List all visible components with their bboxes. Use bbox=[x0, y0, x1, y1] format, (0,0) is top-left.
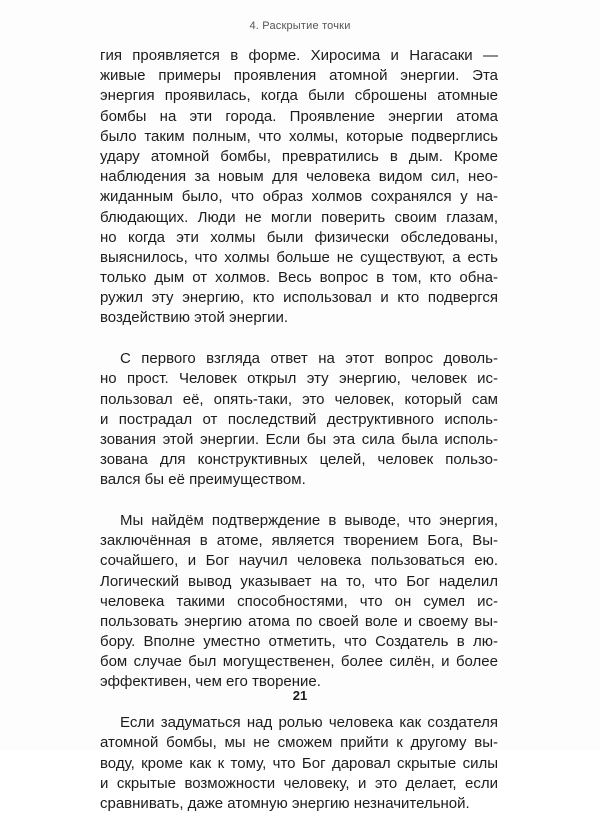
text-line: вался бы её преимуществом. bbox=[100, 471, 306, 489]
text-line: зована для конструктивных целей, человек пользо- bbox=[100, 451, 498, 469]
text-line: атомной бомбы, мы не сможем прийти к другому вы- bbox=[100, 734, 498, 752]
text-line: эффективен, чем его творение. bbox=[100, 673, 321, 691]
text-line: бомбы на эти города. Проявление энергии атома bbox=[100, 107, 498, 125]
text-line: гия проявляется в форме. Хиросима и Нагасаки — bbox=[100, 47, 498, 64]
text-line: сравнивать, даже атомную энергию незначительной. bbox=[100, 794, 470, 812]
text-line: С первого взгляда ответ на этот вопрос доволь- bbox=[120, 350, 498, 368]
text-line: выяснилось, что холмы больше не существуют, а есть bbox=[100, 248, 498, 266]
paragraph-2 bbox=[100, 349, 498, 490]
text-line: удару атомной бомбы, превратились в дым. Кроме bbox=[100, 147, 498, 165]
text-line: заключённая в атоме, является творением Бога, Вы- bbox=[100, 532, 498, 550]
text-line: воду, кроме как к тому, что Бог даровал скрытые силы bbox=[100, 754, 498, 772]
text-line: пользовать энергию атома по своей воле и своему вы- bbox=[100, 612, 498, 630]
paragraph-3 bbox=[100, 511, 498, 693]
text-line: бору. Вполне уместно отметить, что Создатель в лю- bbox=[100, 633, 498, 651]
paragraph-4 bbox=[100, 713, 498, 814]
text-line: но когда эти холмы были физически обследованы, bbox=[100, 228, 498, 246]
text-line: энергия проявилась, когда были сброшены атомные bbox=[100, 87, 498, 105]
text-line: человека такими способностями, что он сумел ис- bbox=[100, 592, 498, 610]
body-text bbox=[100, 46, 498, 835]
text-line: живые примеры проявления атомной энергии. Эта bbox=[100, 67, 498, 85]
text-line: было таким полным, что холмы, которые подверглись bbox=[100, 127, 498, 145]
text-line: сочайшего, и Бог научил человека пользоваться ею. bbox=[100, 552, 498, 570]
running-head: 4. Раскрытие точки bbox=[249, 20, 351, 32]
text-line: только дым от холмов. Весь вопрос в том, кто обна- bbox=[100, 269, 498, 287]
text-line: и скрытые возможности человеку, и это делает, если bbox=[100, 774, 498, 792]
page-number: 21 bbox=[292, 688, 308, 703]
text-line: Мы найдём подтверждение в выводе, что энергия, bbox=[120, 511, 498, 529]
text-line: зования этой энергии. Если бы эта сила была исполь- bbox=[100, 430, 498, 448]
text-line: Если задуматься над ролью человека как создателя bbox=[120, 714, 498, 732]
text-line: пользовал её, опять-таки, это человек, который сам bbox=[100, 390, 498, 408]
text-line: воздействию этой энергии. bbox=[100, 309, 289, 327]
paragraph-1 bbox=[100, 46, 498, 329]
text-line: бом случае был могущественен, более силён, и более bbox=[100, 653, 498, 671]
text-line: и пострадал от последствий деструктивного исполь- bbox=[100, 410, 498, 428]
text-line: жиданным было, что образ холмов сохранялся у на- bbox=[100, 188, 498, 206]
text-line: но прост. Человек открыл эту энергию, человек ис- bbox=[100, 370, 498, 388]
text-line: наблюдения за новым для человека видом сил, неo- bbox=[100, 168, 498, 186]
text-line: блюдающих. Люди не могли поверить своим глазам, bbox=[100, 208, 498, 226]
text-line: Логический вывод указывает на то, что Бог наделил bbox=[100, 572, 498, 590]
text-line: ружил эту энергию, кто использовал и кто подвергся bbox=[100, 289, 498, 307]
